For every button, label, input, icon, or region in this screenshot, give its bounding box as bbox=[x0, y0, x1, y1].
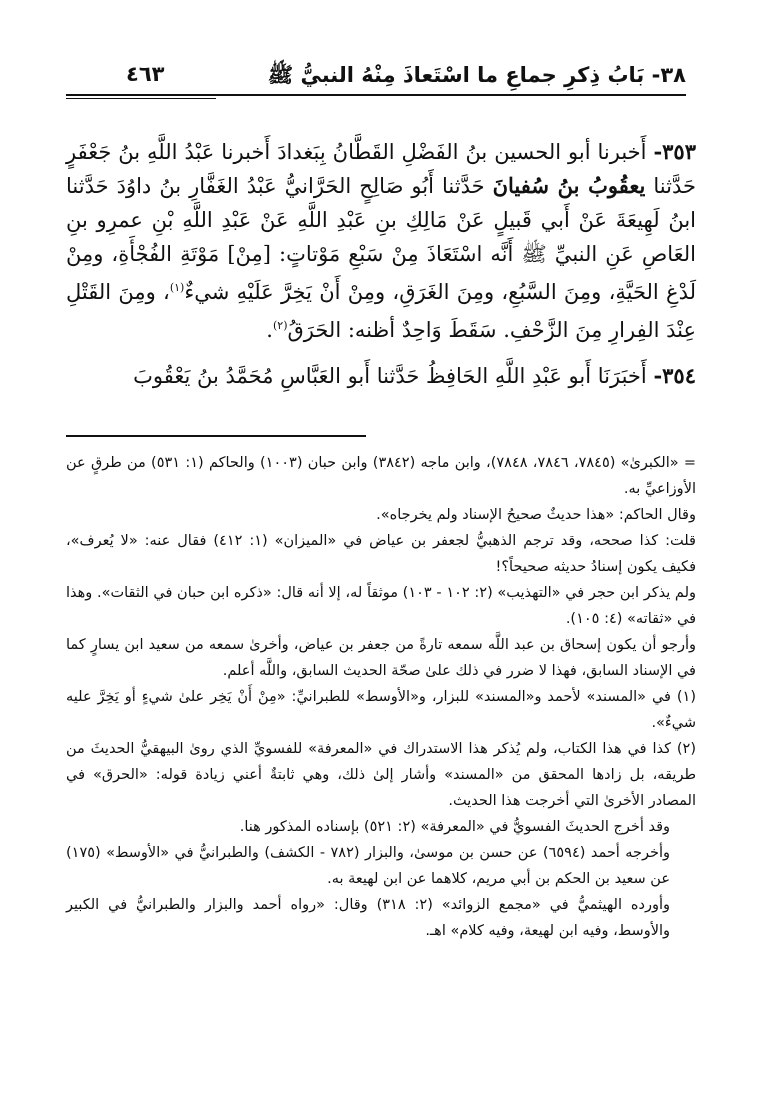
note-paragraph: وأورده الهيثميُّ في «مجمع الزوائد» (٢: ٣١٨) وقال: «رواه أحمد والبزار والطبرانيُّ في الكبير والأوسط، وفيه ابن لهيعة، وفيه كلام» اهـ. bbox=[66, 897, 670, 939]
header-rule-secondary bbox=[66, 98, 216, 99]
footnote-1: (١) في «المسند» لأحمد و«المسند» للبزار، و«الأوسط» للطبرانيِّ: «مِنْ أَنْ يَخِر علىٰ شيءٍ أو يَخِرَّ عليه شيءٌ». bbox=[66, 689, 696, 731]
footnotes bbox=[66, 450, 696, 944]
footnote-marker[interactable]: (١) bbox=[169, 281, 185, 294]
note-paragraph: قلت: كذا صححه، وقد ترجم الذهبيُّ لجعفر بن عياض في «الميزان» (١: ٤١٢) فقال عنه: «لا يُعرف»، فكيف يكون إسنادُ حديثه صحيحاً؟! bbox=[66, 533, 696, 575]
hadith-353 bbox=[66, 135, 696, 347]
hadith-number: ٣٥٣- bbox=[653, 139, 696, 164]
main-text bbox=[66, 135, 696, 405]
hadith-354 bbox=[66, 359, 696, 393]
hadith-text: أَخبَرَنَا أَبو عَبْدِ اللَّهِ الحَافِظُ حَدَّثنا أَبو العَبَّاسِ مُحَمَّدُ بنُ يَعْقُوبَ bbox=[133, 364, 647, 388]
footnote-marker[interactable]: (٢) bbox=[272, 319, 288, 332]
hadith-text: حَدَّثنا أَبُو صَالِحٍ الحَرَّانيُّ عَبْدُ الغَفَّارِ بنُ داوُدَ حَدَّثنا ابنُ لَهِيعَةَ عَنْ أَبي قَبيلٍ عَنْ مَالِكِ بنِ عَبْدِ اللَّهِ عَنْ عَبْدِ اللَّهِ بْنِ عمرِو بنِ العَاصِ عَنِ النبيِّ ﷺ أَنَّه اسْتَعَاذَ مِنْ سَبْعِ مَوْتاتٍ: [مِنْ] مَوْتَةِ الفُجْأَةِ، ومِنْ لَدْغِ الحَيَّةِ، ومِنَ السَّبُعِ، ومِنَ الغَرَقِ، ومِنْ أَنْ يَخِرَّ عَلَيْهِ شيءٌ bbox=[66, 174, 696, 304]
hadith-text: . bbox=[266, 318, 273, 342]
note-paragraph: = «الكبرىٰ» (٧٨٤٥، ٧٨٤٦، ٧٨٤٨)، وابن ماجه (٣٨٤٢) وابن حبان (١٠٠٣) والحاكم (١: ٥٣١) من طرقٍ عن الأوزاعيِّ به. bbox=[66, 455, 697, 497]
note-paragraph: وقد أخرج الحديثَ الفسويُّ في «المعرفة» (٢: ٥٢١) بإسناده المذكور هنا. bbox=[239, 819, 670, 835]
hadith-text: ، ومِنَ القَتْلِ عِنْدَ الفِرارِ مِنَ الزَّحْفِ. سَقَطَ وَاحِدٌ أظنه: الحَرَقُ bbox=[66, 280, 696, 342]
page-header bbox=[66, 62, 686, 102]
header-rule bbox=[66, 94, 686, 96]
hadith-text: أَخبرنا أبو الحسين بنُ الفَضْلِ القَطَّانُ بِبَغدادَ أَخبرنا عَبْدُ اللَّهِ بنُ جَعْفَرٍ حَدَّثنا bbox=[66, 140, 696, 198]
page-number: ٤٦٣ bbox=[126, 62, 165, 86]
note-paragraph: وقال الحاكم: «هذا حديثٌ صحيحُ الإسناد ولم يخرجاه». bbox=[376, 507, 696, 523]
note-paragraph: ولم يذكر ابن حجر في «التهذيب» (٢: ١٠٢ - ١٠٣) موثقاً له، إلا أنه قال: «ذكره ابن حبان في الثقات». وهذا في «ثقاته» (٤: ١٠٥). bbox=[66, 585, 697, 627]
note-paragraph: وأخرجه أحمد (٦٥٩٤) عن حسن بن موسىٰ، والبزار (٧٨٢ - الكشف) والطبرانيُّ في «الأوسط» (١٧٥) عن سعيد بن الحكم بن أبي مريم، كلاهما عن ابن لهيعة به. bbox=[66, 845, 670, 887]
footnote-separator bbox=[66, 435, 366, 437]
note-paragraph: وأرجو أن يكون إسحاق بن عبد اللَّه سمعه تارةً من جعفر بن عياض، وأخرىٰ سمعه من سعيد ابن يسارٍ كما في الإسناد السابق، فهذا لا ضرر في ذلك علىٰ صحّة الحديث السابق، واللَّه أعلم. bbox=[66, 637, 696, 679]
chapter-title: ٣٨- بَابُ ذِكرِ جماعِ ما اسْتَعاذَ مِنْهُ النبيُّ ﷺ bbox=[267, 63, 686, 87]
narrator-name: يعقُوبُ بنُ سُفيانَ bbox=[492, 173, 646, 198]
hadith-number: ٣٥٤- bbox=[653, 363, 696, 388]
footnote-2: (٢) كذا في هذا الكتاب، ولم يُذكر هذا الاستدراك في «المعرفة» للفسويِّ الذي روىٰ البيهقيُّ الحديثَ من طريقه، بل زادها المحقق من «المسند» وأشار إلىٰ ذلك، وهي ثابتةٌ أعني زيادة قوله: «الحرق» في المصادر الأخرىٰ التي أخرجت هذا الحديث. bbox=[66, 741, 696, 809]
